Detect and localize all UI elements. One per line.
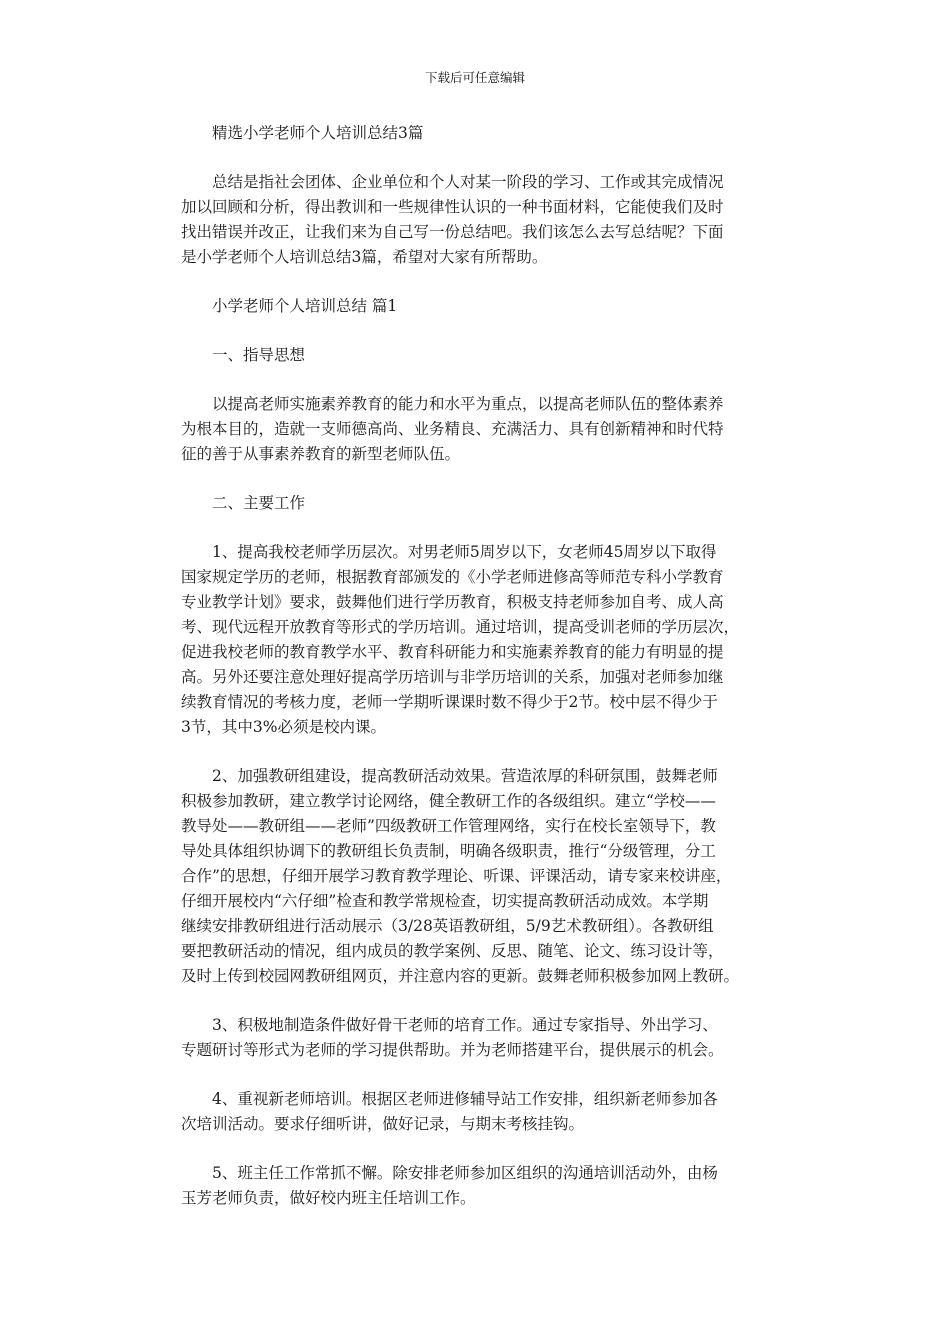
item5-line: 玉芳老师负责，做好校内班主任培训工作。 <box>181 1189 476 1207</box>
item4-paragraph <box>181 1087 781 1137</box>
item3-paragraph <box>181 1013 781 1063</box>
item3-line: 3、积极地制造条件做好骨干老师的培育工作。通过专家指导、外出学习、 <box>212 1016 718 1034</box>
item2-line: 教导处——教研组——老师”四级教研工作管理网络，实行在校长室领导下，教 <box>181 817 716 835</box>
item5-line: 5、班主任工作常抓不懈。除安排老师参加区组织的沟通培训活动外，由杨 <box>212 1164 718 1182</box>
intro-line: 找出错误并改正，让我们来为自己写一份总结吧。我们该怎么去写总结呢？下面 <box>181 223 724 241</box>
document-title: 精选小学老师个人培训总结3篇 <box>212 124 424 142</box>
item1-line: 3节，其中3%必须是校内课。 <box>181 718 386 736</box>
intro-line: 加以回顾和分析，得出教训和一些规律性认识的一种书面材料，它能使我们及时 <box>181 198 724 216</box>
guiding-line: 征的善于从事素养教育的新型老师队伍。 <box>181 445 461 463</box>
item2-line: 及时上传到校园网教研组网页，并注意内容的更新。鼓舞老师积极参加网上教研。 <box>181 967 740 985</box>
item5-paragraph <box>181 1161 781 1211</box>
item2-line: 继续安排教研组进行活动展示（3/28英语教研组，5/9艺术教研组）。各教研组 <box>181 917 714 935</box>
item2-line: 合作”的思想，仔细开展学习教育教学理论、听课、评课活动，请专家来校讲座， <box>181 867 732 885</box>
item4-line: 次培训活动。要求仔细听讲，做好记录，与期末考核挂钩。 <box>181 1115 585 1133</box>
item1-line: 考、现代远程开放教育等形式的学历培训。通过培训，提高受训老师的学历层次， <box>181 618 740 636</box>
heading-guiding: 一、指导思想 <box>212 346 306 364</box>
item2-line: 导处具体组织协调下的教研组长负责制，明确各级职责，推行“分级管理，分工 <box>181 842 716 860</box>
item1-line: 专业教学计划》要求，鼓舞他们进行学历教育，积极支持老师参加自考、成人高 <box>181 593 724 611</box>
header-note: 下载后可任意编辑 <box>424 70 525 85</box>
item3-line: 专题研讨等形式为老师的学习提供帮助。并为老师搭建平台，提供展示的机会。 <box>181 1041 724 1059</box>
item2-line: 积极参加教研，建立教学讨论网络，健全教研工作的各级组织。建立“学校—— <box>181 792 716 810</box>
item2-paragraph <box>181 764 781 989</box>
document-body <box>181 120 781 1211</box>
item2-line: 仔细开展校内“六仔细”检查和教学常规检查，切实提高教研活动成效。本学期 <box>181 892 709 910</box>
guiding-line: 以提高老师实施素养教育的能力和水平为重点，以提高老师队伍的整体素养 <box>212 395 724 413</box>
item1-line: 续教育情况的考核力度，老师一学期听课课时数不得少于2节。校中层不得少于 <box>181 693 718 711</box>
item2-line: 2、加强教研组建设，提高教研活动效果。营造浓厚的科研氛围，鼓舞老师 <box>212 767 718 785</box>
item1-line: 国家规定学历的老师，根据教育部颁发的《小学老师进修高等师范专科小学教育 <box>181 568 724 586</box>
guiding-line: 为根本目的，造就一支师德高尚、业务精良、充满活力、具有创新精神和时代特 <box>181 420 724 438</box>
item1-paragraph <box>181 540 781 740</box>
intro-line: 总结是指社会团体、企业单位和个人对某一阶段的学习、工作或其完成情况 <box>212 173 724 191</box>
item2-line: 要把教研活动的情况，组内成员的教学案例、反思、随笔、论文、练习设计等， <box>181 942 724 960</box>
item4-line: 4、重视新老师培训。根据区老师进修辅导站工作安排，组织新老师参加各 <box>212 1090 718 1108</box>
intro-paragraph <box>181 170 781 270</box>
intro-line: 是小学老师个人培训总结3篇，希望对大家有所帮助。 <box>181 248 548 266</box>
item1-line: 高。另外还要注意处理好提高学历培训与非学历培训的关系，加强对老师参加继 <box>181 668 724 686</box>
heading-main-work: 二、主要工作 <box>212 494 306 512</box>
item1-line: 1、提高我校老师学历层次。对男老师5周岁以下，女老师45周岁以下取得 <box>212 543 717 561</box>
item1-line: 促进我校老师的教育教学水平、教育科研能力和实施素养教育的能力有明显的提 <box>181 643 724 661</box>
section-title: 小学老师个人培训总结 篇1 <box>212 297 398 315</box>
guiding-paragraph <box>181 392 781 467</box>
